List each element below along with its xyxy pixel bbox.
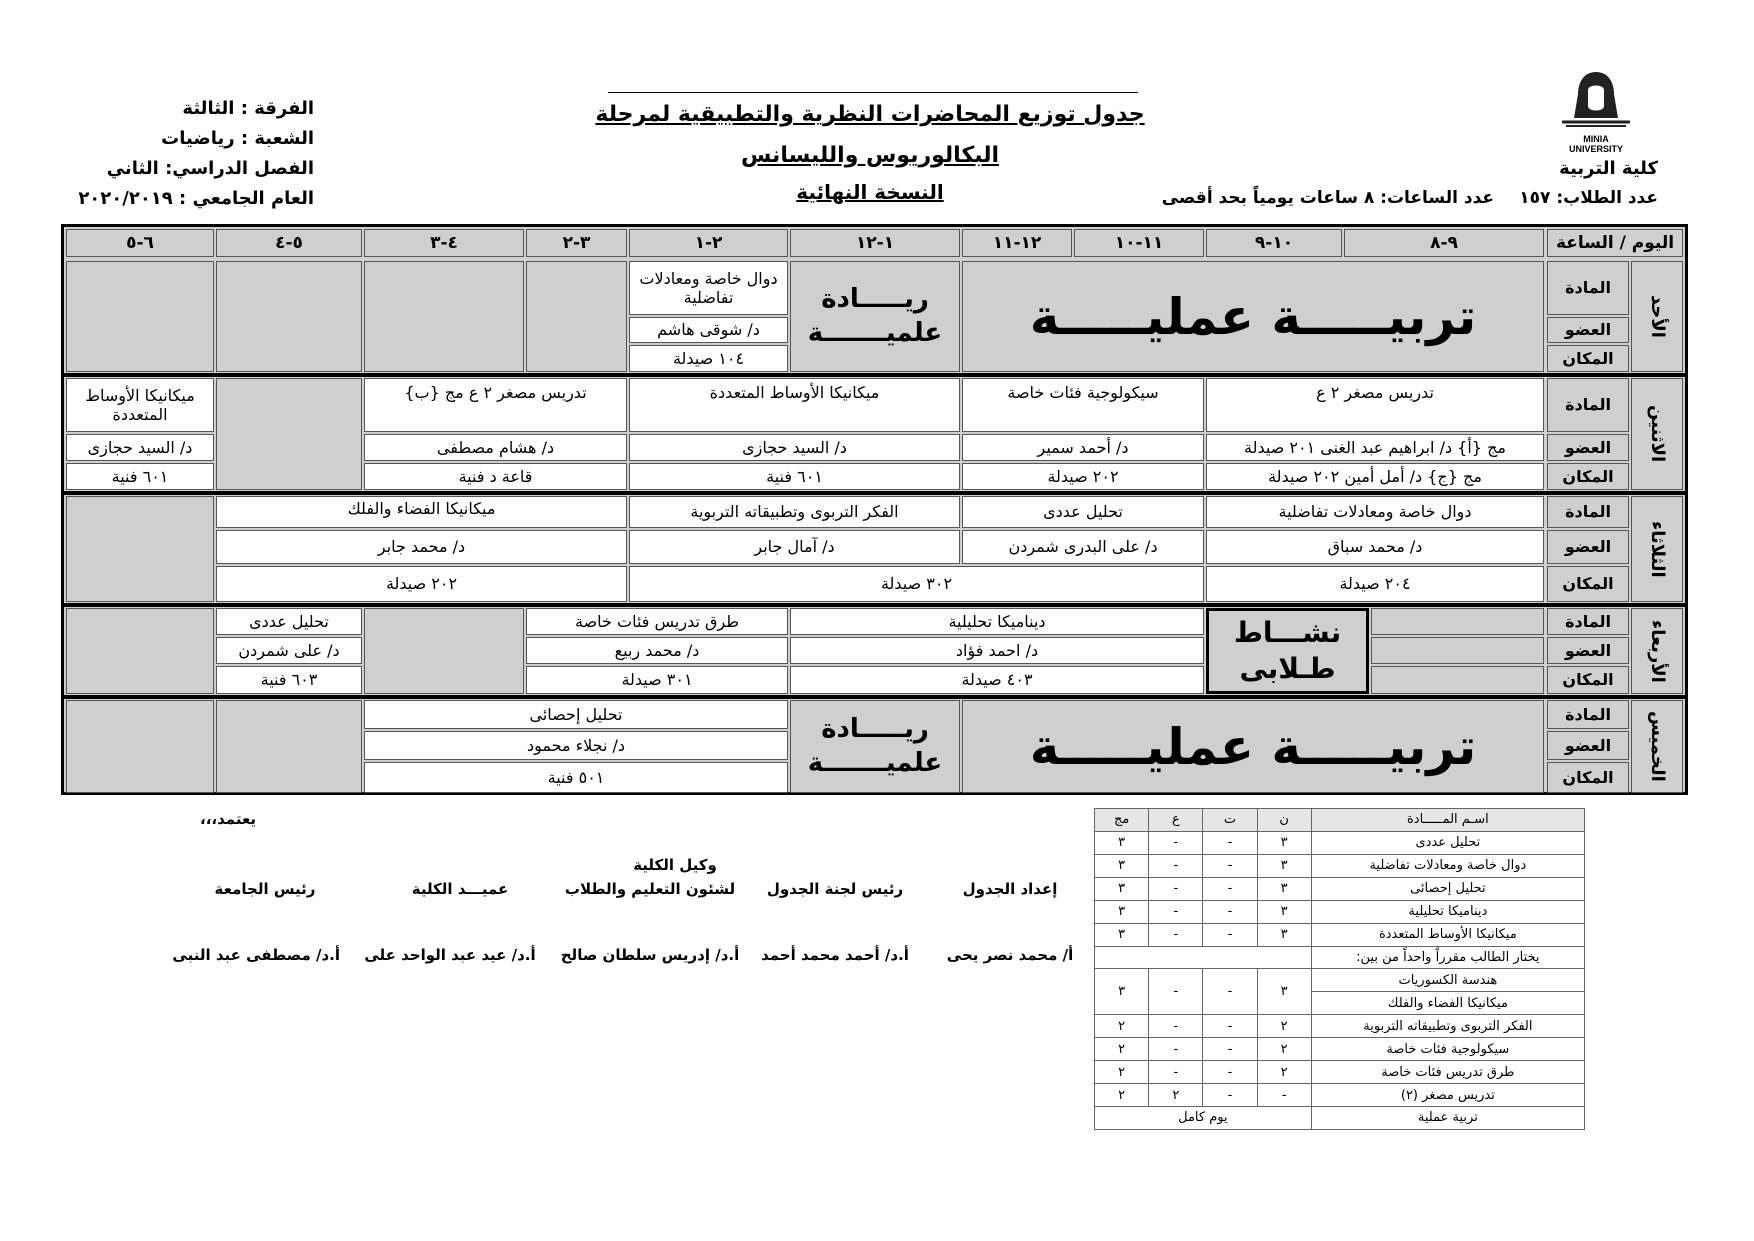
course-name: هندسة الكسوريات bbox=[1311, 969, 1584, 992]
time-slot: ١٢-١١ bbox=[962, 229, 1072, 257]
elective-note-row bbox=[1095, 946, 1585, 969]
row-label-place: المكان bbox=[1547, 345, 1629, 372]
class-member: د/ على البدرى شمردن bbox=[962, 530, 1204, 564]
credit-value: - bbox=[1203, 1084, 1257, 1107]
day-tuesday: الثلاثاء bbox=[1631, 496, 1683, 602]
course-name: تحليل إحصائى bbox=[1311, 877, 1584, 900]
class-member: د/ محمد سباق bbox=[1206, 530, 1544, 564]
row-label-member: العضو bbox=[1547, 530, 1629, 564]
day-thursday: الخميس bbox=[1631, 700, 1683, 793]
course-name: دوال خاصة ومعادلات تفاضلية bbox=[1311, 854, 1584, 877]
row-label-place: المكان bbox=[1547, 566, 1629, 602]
class-subject: دوال خاصة ومعادلات تفاضلية bbox=[629, 261, 788, 315]
time-slot: ١-١٢ bbox=[790, 229, 960, 257]
credit-value: ٢ bbox=[1257, 1038, 1311, 1061]
entrepreneurship-block: ريـــــادة علميـــــــة bbox=[790, 261, 960, 372]
time-slot: ٣-٢ bbox=[526, 229, 627, 257]
logo-text: MINIA UNIVERSITY bbox=[1568, 134, 1623, 154]
class-subject: تحليل إحصائى bbox=[364, 700, 788, 729]
class-place: ٢٠٢ صيدلة bbox=[962, 463, 1204, 490]
credits-header-row bbox=[1095, 809, 1585, 832]
empty-cell bbox=[66, 608, 214, 694]
page-title-line1: جدول توزيع المحاضرات النظرية والتطبيقية لمرحلة bbox=[595, 102, 1145, 127]
time-slot: ٥-٤ bbox=[216, 229, 362, 257]
credit-value: - bbox=[1149, 923, 1203, 946]
row-label-member: العضو bbox=[1547, 434, 1629, 461]
hours-info: عدد الساعات: ٨ ساعات يومياً بحد أقصى bbox=[1161, 188, 1494, 208]
empty-cell bbox=[1371, 666, 1544, 694]
credit-value: ٢ bbox=[1095, 1061, 1149, 1084]
class-place: ٢٠٢ صيدلة bbox=[216, 566, 627, 602]
time-slot: ٤-٣ bbox=[364, 229, 524, 257]
day-separator bbox=[64, 695, 1685, 699]
credit-value: ٣ bbox=[1257, 900, 1311, 923]
empty-cell bbox=[66, 496, 214, 602]
credit-value: ٣ bbox=[1095, 877, 1149, 900]
class-place: ٦٠١ فنية bbox=[629, 463, 960, 490]
credit-value: - bbox=[1203, 1061, 1257, 1084]
class-member: د/ آمال جابر bbox=[629, 530, 960, 564]
division: الشعبة : رياضيات bbox=[161, 128, 314, 149]
row-label-member: العضو bbox=[1547, 637, 1629, 664]
credit-value: ٣ bbox=[1095, 969, 1149, 1015]
class-member: د/ شوقى هاشم bbox=[629, 317, 788, 343]
signature-role: رئيس لجنة الجدول bbox=[766, 880, 904, 898]
class-subject: دوال خاصة ومعادلات تفاضلية bbox=[1206, 496, 1544, 528]
class-subject: تدريس مصغر ٢ ع مج {ب} bbox=[364, 378, 627, 432]
class-subject: تحليل عددى bbox=[216, 608, 362, 635]
course-name: ديناميكا تحليلية bbox=[1311, 900, 1584, 923]
table-row bbox=[1095, 1061, 1585, 1084]
empty-cell bbox=[526, 261, 627, 372]
class-subject: طرق تدريس فئات خاصة bbox=[526, 608, 788, 635]
credit-value: - bbox=[1149, 1038, 1203, 1061]
credit-value: ٣ bbox=[1257, 923, 1311, 946]
schedule-grid bbox=[61, 224, 1688, 795]
signature-role: إعداد الجدول bbox=[962, 880, 1058, 898]
class-place: قاعة د فنية bbox=[364, 463, 627, 490]
credit-value: - bbox=[1203, 969, 1257, 1015]
class-subject: ميكانيكا الأوساط المتعددة bbox=[629, 378, 960, 432]
table-row bbox=[1095, 854, 1585, 877]
credit-value: ٢ bbox=[1095, 1084, 1149, 1107]
table-row bbox=[1095, 1084, 1585, 1107]
empty-cell bbox=[364, 608, 524, 694]
day-separator bbox=[64, 491, 1685, 495]
course-name: طرق تدريس فئات خاصة bbox=[1311, 1061, 1584, 1084]
credit-value: - bbox=[1203, 877, 1257, 900]
credit-value: - bbox=[1149, 900, 1203, 923]
table-row bbox=[1095, 923, 1585, 946]
credit-value: ٣ bbox=[1095, 923, 1149, 946]
row-label-place: المكان bbox=[1547, 666, 1629, 694]
day-separator bbox=[64, 373, 1685, 377]
class-place: ٤٠٣ صيدلة bbox=[790, 666, 1204, 694]
entrepreneurship-block: ريـــــادة علميـــــــة bbox=[790, 700, 960, 793]
class-subject: الفكر التربوى وتطبيقاته التربوية bbox=[629, 496, 960, 528]
page-title-line2: البكالوريوس والليسانس bbox=[740, 143, 1000, 168]
credit-value: - bbox=[1149, 1061, 1203, 1084]
time-slot: ٢-١ bbox=[629, 229, 788, 257]
credit-value: ٢ bbox=[1257, 1061, 1311, 1084]
credit-value: يوم كامل bbox=[1095, 1106, 1312, 1129]
student-activity-block: نشـــاط طـلابى bbox=[1206, 608, 1369, 694]
class-place: ٢٠٤ صيدلة bbox=[1206, 566, 1544, 602]
class-member: د/ على شمردن bbox=[216, 637, 362, 664]
time-slot: ١١-١٠ bbox=[1074, 229, 1204, 257]
course-name: تربية عملية bbox=[1311, 1106, 1584, 1129]
elective-note: يختار الطالب مقرراً واحداً من بين: bbox=[1311, 946, 1584, 969]
class-place: ٥٠١ فنية bbox=[364, 762, 788, 793]
credit-value: - bbox=[1149, 854, 1203, 877]
row-label-subject: المادة bbox=[1547, 378, 1629, 432]
credit-value: - bbox=[1257, 1084, 1311, 1107]
class-place: ٦٠١ فنية bbox=[66, 463, 214, 490]
class-place: ٦٠٣ فنية bbox=[216, 666, 362, 694]
empty-cell bbox=[1095, 946, 1312, 969]
credit-value: ٣ bbox=[1257, 854, 1311, 877]
empty-cell bbox=[364, 261, 524, 372]
credit-value: ٢ bbox=[1149, 1084, 1203, 1107]
row-label-subject: المادة bbox=[1547, 496, 1629, 528]
signature-name: أ.د/ مصطفى عبد النبى bbox=[172, 946, 340, 964]
class-subject: تدريس مصغر ٢ ع bbox=[1206, 378, 1544, 432]
vice-dean-title: وكيل الكلية bbox=[633, 856, 717, 874]
table-row bbox=[1095, 1038, 1585, 1061]
row-label-subject: المادة bbox=[1547, 700, 1629, 729]
class-member: د/ نجلاء محمود bbox=[364, 731, 788, 760]
class-subject: تحليل عددى bbox=[962, 496, 1204, 528]
signature-name: أ.د/ عيد عبد الواحد على bbox=[364, 946, 536, 964]
practical-education-block: تربيـــــة عمليـــــة bbox=[962, 700, 1544, 793]
empty-cell bbox=[216, 261, 362, 372]
day-wednesday: الأربعاء bbox=[1631, 608, 1683, 694]
course-name: ميكانيكا الأوساط المتعددة bbox=[1311, 923, 1584, 946]
day-monday: الاثنين bbox=[1631, 378, 1683, 490]
credit-value: - bbox=[1203, 1038, 1257, 1061]
empty-cell bbox=[216, 700, 362, 793]
credit-value: ٣ bbox=[1257, 877, 1311, 900]
credit-value: - bbox=[1149, 877, 1203, 900]
time-slot: ١٠-٩ bbox=[1206, 229, 1342, 257]
row-label-member: العضو bbox=[1547, 317, 1629, 343]
row-label-subject: المادة bbox=[1547, 608, 1629, 635]
time-slot: ٦-٥ bbox=[66, 229, 214, 257]
course-name: الفكر التربوى وتطبيقاته التربوية bbox=[1311, 1015, 1584, 1038]
semester: الفصل الدراسي: الثاني bbox=[106, 158, 314, 179]
class-subject: سيكولوجية فئات خاصة bbox=[962, 378, 1204, 432]
credit-value: ٢ bbox=[1095, 1015, 1149, 1038]
credit-value: ٢ bbox=[1095, 1038, 1149, 1061]
table-row bbox=[1095, 969, 1585, 992]
credit-value: - bbox=[1203, 831, 1257, 854]
row-label-member: العضو bbox=[1547, 731, 1629, 760]
credits-header: ن bbox=[1257, 809, 1311, 832]
practical-education-block: تربيـــــة عمليـــــة bbox=[962, 261, 1544, 372]
class-member: د/ السيد حجازى bbox=[629, 434, 960, 461]
class-subject: ميكانيكا الفضاء والفلك bbox=[216, 496, 627, 528]
row-label-place: المكان bbox=[1547, 762, 1629, 793]
course-name: ميكانيكا الفضاء والفلك bbox=[1311, 992, 1584, 1015]
empty-cell bbox=[216, 378, 362, 490]
credit-value: ٣ bbox=[1095, 831, 1149, 854]
credit-value: ٢ bbox=[1257, 1015, 1311, 1038]
credit-value: ٣ bbox=[1095, 900, 1149, 923]
class-place: ٣٠١ صيدلة bbox=[526, 666, 788, 694]
day-separator bbox=[64, 603, 1685, 607]
class-member: مج {أ} د/ ابراهيم عبد الغنى ٢٠١ صيدلة bbox=[1206, 434, 1544, 461]
academic-year: العام الجامعي : ٢٠٢٠/٢٠١٩ bbox=[78, 188, 314, 209]
table-row bbox=[1095, 1015, 1585, 1038]
college-name: كلية التربية bbox=[1559, 158, 1658, 179]
year-level: الفرقة : الثالثة bbox=[182, 98, 314, 119]
course-name: تحليل عددى bbox=[1311, 831, 1584, 854]
class-place: ١٠٤ صيدلة bbox=[629, 345, 788, 372]
signature-role: عميـــد الكلية bbox=[411, 880, 509, 898]
empty-cell bbox=[66, 700, 214, 793]
empty-cell bbox=[1371, 608, 1544, 635]
credit-value: - bbox=[1149, 831, 1203, 854]
signature-name: أ.د/ أحمد محمد أحمد bbox=[761, 946, 909, 964]
row-label-subject: المادة bbox=[1547, 261, 1629, 315]
credit-value: ٣ bbox=[1095, 854, 1149, 877]
credit-value: - bbox=[1203, 854, 1257, 877]
row-label-place: المكان bbox=[1547, 463, 1629, 490]
table-row bbox=[1095, 1106, 1585, 1129]
course-name: سيكولوجية فئات خاصة bbox=[1311, 1038, 1584, 1061]
empty-cell bbox=[1371, 637, 1544, 664]
class-subject: ميكانيكا الأوساط المتعددة bbox=[66, 378, 214, 432]
page-title-line3: النسخة النهائية bbox=[796, 180, 944, 204]
empty-cell bbox=[66, 261, 214, 372]
credits-header: اسـم المـــــادة bbox=[1311, 809, 1584, 832]
signature-role: رئيس الجامعة bbox=[214, 880, 316, 898]
class-member: د/ احمد فؤاد bbox=[790, 637, 1204, 664]
table-row bbox=[1095, 831, 1585, 854]
class-place: ٣٠٢ صيدلة bbox=[629, 566, 1204, 602]
course-name: تدريس مصغر (٢) bbox=[1311, 1084, 1584, 1107]
class-member: د/ محمد جابر bbox=[216, 530, 627, 564]
credit-value: - bbox=[1203, 1015, 1257, 1038]
students-count: عدد الطلاب: ١٥٧ bbox=[1519, 188, 1658, 208]
credit-value: - bbox=[1203, 900, 1257, 923]
university-logo bbox=[1556, 68, 1636, 154]
class-place: مج {ج} د/ أمل أمين ٢٠٢ صيدلة bbox=[1206, 463, 1544, 490]
credit-value: ٣ bbox=[1257, 831, 1311, 854]
day-sunday: الأحد bbox=[1631, 261, 1683, 372]
signature-role: لشئون التعليم والطلاب bbox=[564, 880, 736, 898]
class-member: د/ السيد حجازى bbox=[66, 434, 214, 461]
class-subject: ديناميكا تحليلية bbox=[790, 608, 1204, 635]
table-row bbox=[1095, 877, 1585, 900]
credit-value: - bbox=[1203, 923, 1257, 946]
pharaoh-head-icon bbox=[1556, 68, 1636, 130]
class-member: د/ هشام مصطفى bbox=[364, 434, 627, 461]
approval-note: يعتمد،،، bbox=[200, 810, 257, 828]
credits-header: ع bbox=[1149, 809, 1203, 832]
time-slot: ٩-٨ bbox=[1344, 229, 1544, 257]
credits-header: ت bbox=[1203, 809, 1257, 832]
table-row bbox=[1095, 900, 1585, 923]
title-rule bbox=[608, 92, 1138, 93]
credits-header: مج bbox=[1095, 809, 1149, 832]
credit-value: - bbox=[1149, 1015, 1203, 1038]
class-member: د/ محمد ربيع bbox=[526, 637, 788, 664]
corner-header: اليوم / الساعة bbox=[1547, 229, 1683, 257]
class-member: د/ أحمد سمير bbox=[962, 434, 1204, 461]
credit-value: - bbox=[1149, 969, 1203, 1015]
signature-name: أ/ محمد نصر يحى bbox=[946, 946, 1074, 964]
signature-name: أ.د/ إدريس سلطان صالح bbox=[560, 946, 740, 964]
credit-value: ٣ bbox=[1257, 969, 1311, 1015]
credits-table bbox=[1094, 808, 1585, 1130]
